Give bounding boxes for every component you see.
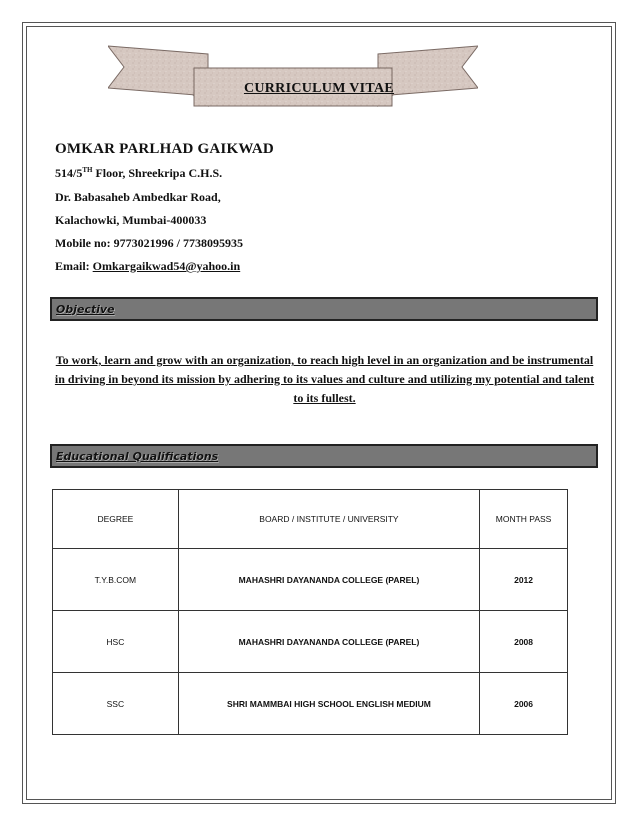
address-line-1: 514/5TH Floor, Shreekripa C.H.S. [55,166,223,180]
table-row [53,549,568,611]
institute-cell: MAHASHRI DAYANANDA COLLEGE (PAREL) [178,549,479,611]
year-cell: 2008 [480,611,568,673]
document-title: CURRICULUM VITAE [243,81,395,96]
candidate-name: OMKAR PARLHAD GAIKWAD [55,141,274,157]
degree-cell: HSC [53,611,179,673]
mobile-number: Mobile no: 9773021996 / 7738095935 [55,236,243,250]
objective-section-bar [50,297,598,321]
column-header-month-pass: MONTH PASS [480,490,568,549]
address-line-2: Dr. Babasaheb Ambedkar Road, [55,190,221,204]
email-row [55,259,240,274]
education-heading: Educational Qualifications [56,449,219,463]
address-line-3: Kalachowki, Mumbai-400033 [55,213,207,227]
email-label: Email: [55,259,93,273]
degree-cell: T.Y.B.COM [53,549,179,611]
table-row [53,611,568,673]
year-cell: 2006 [480,673,568,735]
institute-cell: SHRI MAMMBAI HIGH SCHOOL ENGLISH MEDIUM [178,673,479,735]
year-cell: 2012 [480,549,568,611]
column-header-institute: BOARD / INSTITUTE / UNIVERSITY [178,490,479,549]
objective-text: To work, learn and grow with an organization, to reach high level in an organization and be instrumental in driving in beyond its mission by adhering to its values and culture and utilizing my potential and talent to its fullest. [54,353,595,405]
education-section-bar [50,444,598,468]
table-row [53,673,568,735]
column-header-degree: DEGREE [53,490,179,549]
degree-cell: SSC [53,673,179,735]
objective-heading: Objective [56,302,115,316]
education-table [52,489,568,735]
table-header-row [53,490,568,549]
institute-cell: MAHASHRI DAYANANDA COLLEGE (PAREL) [178,611,479,673]
email-link[interactable]: Omkargaikwad54@yahoo.in [92,259,241,273]
